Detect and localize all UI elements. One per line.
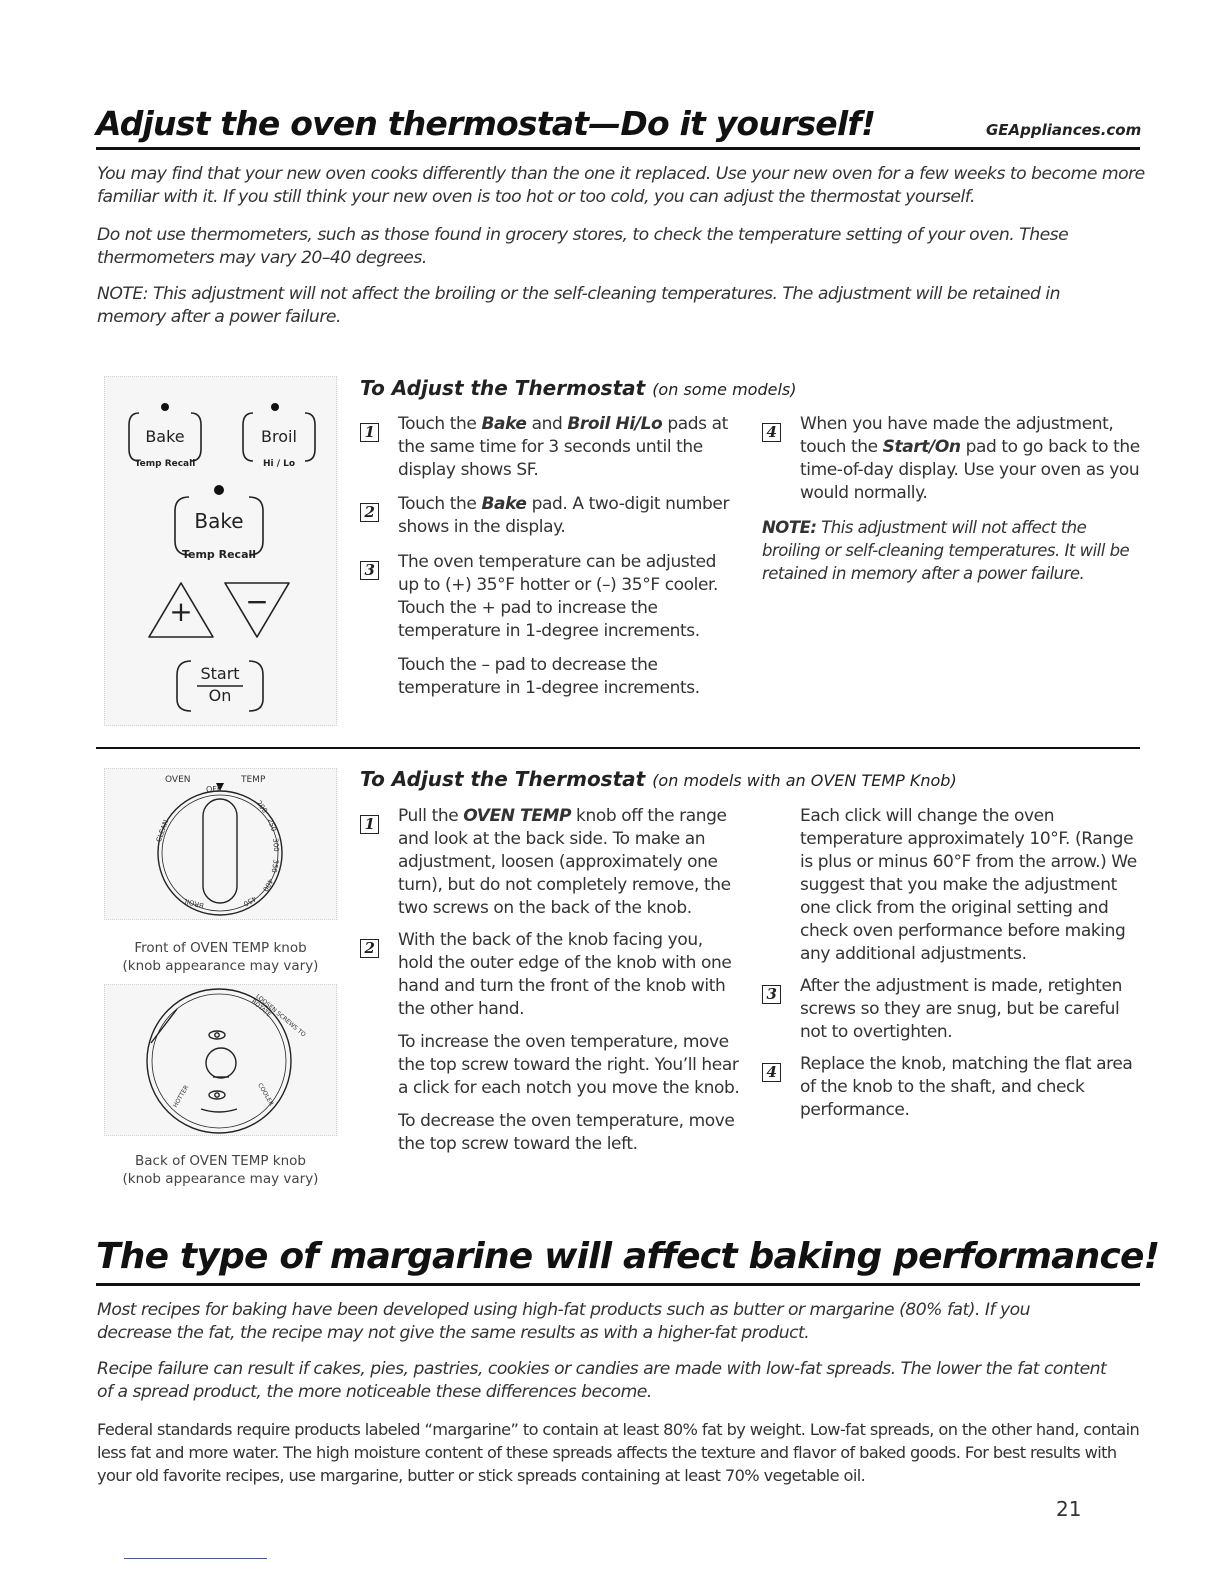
minus-pad-label: − — [245, 585, 269, 618]
bake-pad-label: Bake — [145, 427, 185, 446]
margarine-title: The type of margarine will affect baking performance! — [96, 1236, 1160, 1277]
knob-label-oven: OVEN — [165, 775, 191, 785]
section2-heading — [360, 767, 957, 791]
start-pad-ref: Start/On — [882, 437, 961, 457]
knob-label-350: 350 — [269, 858, 280, 874]
knob-label-off: OFF — [206, 785, 222, 794]
caption-line: Back of OVEN TEMP knob — [135, 1153, 306, 1169]
step-number: 4 — [762, 1063, 781, 1082]
section1-note: (on some models) — [652, 380, 797, 399]
margarine-paragraph-2: Recipe failure can result if cakes, pies, pastries, cookies or candies are made with low-fat spreads. The lower the fat content of a spread product, the more noticeable these differences become. — [97, 1359, 1107, 1402]
step-text: Pull the — [398, 806, 464, 826]
section1-step-1 — [360, 413, 740, 482]
knob-front-caption — [104, 939, 337, 975]
control-panel-illustration — [104, 376, 337, 726]
section2-note: (on models with an OVEN TEMP Knob) — [652, 771, 957, 790]
step-text: To increase the oven temperature, move the top screw toward the right. You’ll hear a click for each notch you move the knob. — [398, 1032, 740, 1098]
margarine-paragraph-1: Most recipes for baking have been developed using high-fat products such as butter or margarine (80% fat). If you decrease the fat, the recipe may not give the same results as with a higher-fat product. — [97, 1300, 1031, 1343]
intro-paragraph-2: Do not use thermometers, such as those found in grocery stores, to check the temperature setting of your oven. These thermometers may vary 20–40 degrees. — [97, 225, 1069, 268]
step-number: 1 — [360, 815, 379, 834]
bake-pad-sublabel: Temp Recall — [134, 459, 196, 469]
plus-pad-label: + — [169, 595, 193, 628]
start-pad-label: Start — [200, 664, 240, 683]
section-divider — [96, 747, 1140, 749]
section1-title: To Adjust the Thermostat — [360, 376, 646, 400]
title-rule — [96, 147, 1140, 150]
knob-front-illustration — [104, 768, 337, 920]
step-number: 4 — [762, 423, 781, 442]
step-text: pad. A two-digit number shows in the display. — [398, 494, 730, 537]
knob-back-caption — [104, 1152, 337, 1188]
step-number: 3 — [360, 561, 379, 580]
section1-step-3-continued — [360, 654, 740, 700]
step-number: 2 — [360, 503, 379, 522]
step-text: Touch the — [398, 494, 482, 514]
oven-temp-ref: OVEN TEMP — [463, 806, 572, 826]
section2-title: To Adjust the Thermostat — [360, 767, 646, 791]
section1-note-box — [762, 516, 1147, 585]
knob-label-450: 450 — [241, 894, 258, 908]
section1-step-2 — [360, 493, 740, 539]
knob-label-200: 200 — [254, 799, 269, 815]
section2-step-3 — [762, 975, 1142, 1044]
top-screw — [215, 1033, 219, 1037]
knob-back-shaft-hole — [206, 1048, 236, 1078]
bake-pad-ref: Bake — [481, 494, 527, 514]
bake2-pad-sublabel: Temp Recall — [181, 548, 257, 561]
site-url: GEAppliances.com — [986, 121, 1142, 139]
step-text: After the adjustment is made, retighten screws so they are snug, but be careful not to overtighten. — [800, 976, 1122, 1042]
bake2-pad-label: Bake — [194, 509, 244, 533]
section1-heading — [360, 376, 796, 400]
section2-step-1 — [360, 805, 740, 920]
caption-line: (knob appearance may vary) — [122, 1171, 319, 1187]
step-text: To decrease the oven temperature, move the top screw toward the left. — [398, 1111, 735, 1154]
knob-back-illustration — [104, 984, 337, 1136]
bake-indicator-dot — [161, 403, 169, 411]
broil-indicator-dot — [271, 403, 279, 411]
caption-line: Front of OVEN TEMP knob — [134, 940, 307, 956]
knob-front-grip — [203, 799, 237, 903]
step-number: 2 — [360, 939, 379, 958]
bake2-indicator-dot — [214, 485, 224, 495]
step-text: pad to go back to the time-of-day display. Use your oven as you would normally. — [800, 437, 1140, 503]
knob-back-loosen-text: LOOSEN SCREWS TO ROTATE — [249, 992, 307, 1039]
knob-back-hotter-text: HOTTER — [172, 1084, 191, 1109]
step-text: Replace the knob, matching the flat area of the knob to the shaft, and check performance. — [800, 1054, 1133, 1120]
on-pad-label: On — [208, 686, 232, 705]
step-text: Each click will change the oven temperature approximately 10°F. (Range is plus or minus 60°F from the arrow.) We suggest that you make the adjustment one click from the original setting and check oven performance before making any additional adjustments. — [800, 806, 1137, 964]
knob-label-broil: BROIL — [182, 896, 205, 910]
knob-label-300: 300 — [271, 837, 281, 853]
page-title: Adjust the oven thermostat—Do it yourself! — [96, 104, 876, 143]
knob-label-temp: TEMP — [241, 775, 266, 785]
page-number: 21 — [1056, 1497, 1082, 1521]
section2-step-2 — [360, 929, 740, 1166]
step-text: With the back of the knob facing you, hold the outer edge of the knob with one hand and turn the front of the knob with the other hand. — [398, 930, 732, 1019]
step-text: Touch the – pad to decrease the temperature in 1-degree increments. — [398, 655, 700, 698]
knob-label-400: 400 — [260, 877, 275, 893]
note-label: NOTE: — [762, 518, 817, 537]
intro-note: NOTE: This adjustment will not affect the broiling or the self-cleaning temperatures. The adjustment will be retained in memory after a power failure. — [97, 284, 1061, 327]
bottom-screw — [215, 1093, 219, 1097]
section1-step-4 — [762, 413, 1142, 505]
step-text: Touch the — [398, 414, 482, 434]
section2-step-2-continued — [762, 805, 1142, 966]
margarine-rule — [96, 1283, 1140, 1286]
step-number: 1 — [360, 423, 379, 442]
step-number: 3 — [762, 985, 781, 1004]
step-text: and — [526, 414, 568, 434]
step-text: pads at the same time for 3 seconds until the display shows SF. — [398, 414, 728, 480]
step-text: knob off the range and look at the back side. To make an adjustment, loosen (approximately one turn), but do not completely remove, the two screws on the back of the knob. — [398, 806, 731, 918]
knob-label-250: 250 — [265, 817, 278, 833]
knob-back-cooler-text: COOLER — [256, 1081, 275, 1108]
knob-label-clean: CLEAN — [154, 818, 171, 844]
knob-back-drawing — [105, 985, 338, 1137]
footer-blue-line — [124, 1558, 267, 1559]
caption-line: (knob appearance may vary) — [122, 958, 319, 974]
broil-pad-ref: Broil Hi/Lo — [567, 414, 663, 434]
broil-pad-sublabel: Hi / Lo — [262, 459, 296, 469]
broil-pad-label: Broil — [261, 427, 297, 446]
knob-back-notches — [201, 1109, 237, 1112]
section1-step-3 — [360, 551, 740, 643]
bake-pad-ref: Bake — [481, 414, 527, 434]
step-text: When you have made the adjustment, touch the — [800, 414, 1114, 457]
note-text: This adjustment will not affect the broiling or self-cleaning temperatures. It will be retained in memory after a power failure. — [762, 518, 1130, 583]
margarine-paragraph-3: Federal standards require products labeled “margarine” to contain at least 80% fat by weight. Low-fat spreads, on the other hand, contain less fat and more water. The high moisture content of these spreads affects the texture and flavor of baked goods. For best results with your old favorite recipes, use margarine, butter or stick spreads containing at least 70% vegetable oil. — [97, 1420, 1140, 1485]
step-text: The oven temperature can be adjusted up to (+) 35°F hotter or (–) 35°F cooler. Touch the + pad to increase the temperature in 1-degree increments. — [398, 552, 719, 641]
section2-step-4 — [762, 1053, 1142, 1122]
intro-paragraph-1: You may find that your new oven cooks differently than the one it replaced. Use your new oven for a few weeks to become more familiar with it. If you still think your new oven is too hot or too cold, you can adjust the thermostat yourself. — [97, 164, 1145, 207]
